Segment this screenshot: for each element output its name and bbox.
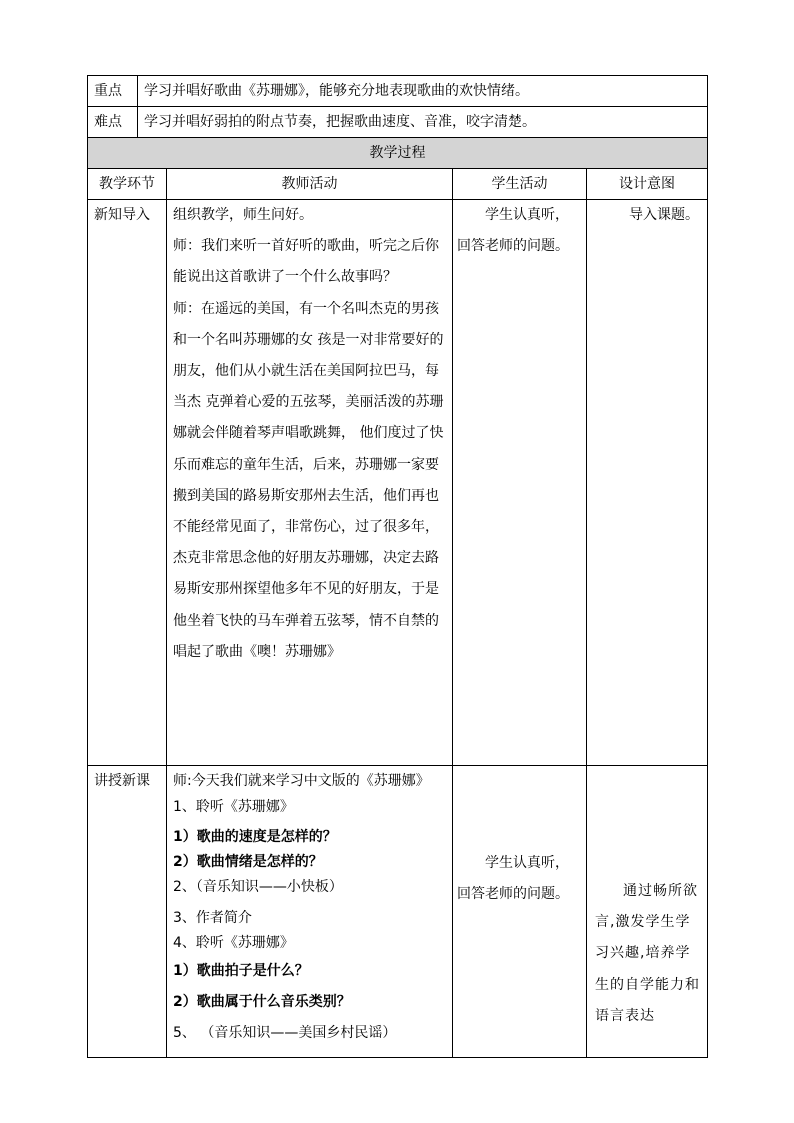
new-lesson-line: 师:今天我们就来学习中文版的《苏珊娜》 <box>173 773 430 789</box>
header-student: 学生活动 <box>453 169 587 200</box>
new-lesson-line: 1）歌曲拍子是什么？ <box>173 963 309 979</box>
difficult-point-text: 学习并唱好弱拍的附点节奏，把握歌曲速度、音准，咬字清楚。 <box>138 107 708 138</box>
new-lesson-line: 1、聆听《苏珊娜》 <box>173 799 294 815</box>
header-teacher: 教师活动 <box>167 169 453 200</box>
intro-teacher-cell <box>167 200 453 766</box>
intro-student-cell <box>453 200 587 766</box>
intro-purpose-text: 导入课题。 <box>629 207 699 223</box>
new-lesson-line: 2）歌曲情绪是怎样的？ <box>173 854 323 870</box>
intro-teacher-paragraph: 组织教学，师生问好。 <box>173 207 313 223</box>
difficult-point-row <box>88 107 708 138</box>
new-lesson-line: 5、 （音乐知识——美国乡村民谣） <box>173 1025 397 1041</box>
key-point-text: 学习并唱好歌曲《苏珊娜》，能够充分地表现歌曲的欢快情绪。 <box>138 76 708 107</box>
process-title-row <box>88 138 708 169</box>
intro-purpose-cell <box>587 200 708 766</box>
new-lesson-student-text: 学生认真听，回答老师的问题。 <box>457 855 569 903</box>
header-stage: 教学环节 <box>88 169 167 200</box>
process-title: 教学过程 <box>88 138 708 169</box>
key-point-row <box>88 76 708 107</box>
lesson-plan-table <box>87 75 708 1058</box>
new-lesson-row <box>88 766 708 1058</box>
lesson-plan-sheet <box>87 75 707 1058</box>
new-lesson-purpose-text: 通过畅所欲言,激发学生学习兴趣,培养学生的自学能力和语言表达 <box>595 883 700 1024</box>
new-lesson-line: 3、作者简介 <box>173 910 252 926</box>
header-purpose: 设计意图 <box>587 169 708 200</box>
intro-row <box>88 200 708 766</box>
new-lesson-line: 4、聆听《苏珊娜》 <box>173 935 294 951</box>
intro-teacher-paragraph: 师：我们来听一首好听的歌曲，听完之后你能说出这首歌讲了一个什么故事吗？ <box>173 238 439 286</box>
key-point-label: 重点 <box>88 76 138 107</box>
column-header-row <box>88 169 708 200</box>
new-lesson-student-cell <box>453 766 587 1058</box>
difficult-point-label: 难点 <box>88 107 138 138</box>
intro-teacher-paragraph: 师：在遥远的美国，有一个名叫杰克的男孩和一个名叫苏珊娜的女 孩是一对非常要好的朋友，他们从小就生活在美国阿拉巴马，每当杰 克弹着心爱的五弦琴，美丽活泼的苏珊娜就会伴随着琴声唱歌跳舞， 他们度过了快乐而难忘的童年生活，后来，苏珊娜一家要搬到美国的路易斯安那州去生活，他们再也不能经常见面了，非常伤心，过了很多年，杰克非常思念他的好朋友苏珊娜，决定去路易斯安那州探望他多年不见的好朋友，于是他坐着飞快的马车弹着五弦琴，情不自禁的唱起了歌曲《噢！苏珊娜》 <box>173 300 444 660</box>
new-lesson-line: 1）歌曲的速度是怎样的？ <box>173 829 337 845</box>
intro-stage: 新知导入 <box>88 200 167 766</box>
new-lesson-teacher-cell <box>167 766 453 1058</box>
intro-student-text: 学生认真听，回答老师的问题。 <box>457 207 569 255</box>
new-lesson-purpose-cell <box>587 766 708 1058</box>
new-lesson-line: 2）歌曲属于什么音乐类别？ <box>173 994 351 1010</box>
new-lesson-line: 2、（音乐知识——小快板） <box>173 879 343 895</box>
new-lesson-stage: 讲授新课 <box>88 766 167 1058</box>
